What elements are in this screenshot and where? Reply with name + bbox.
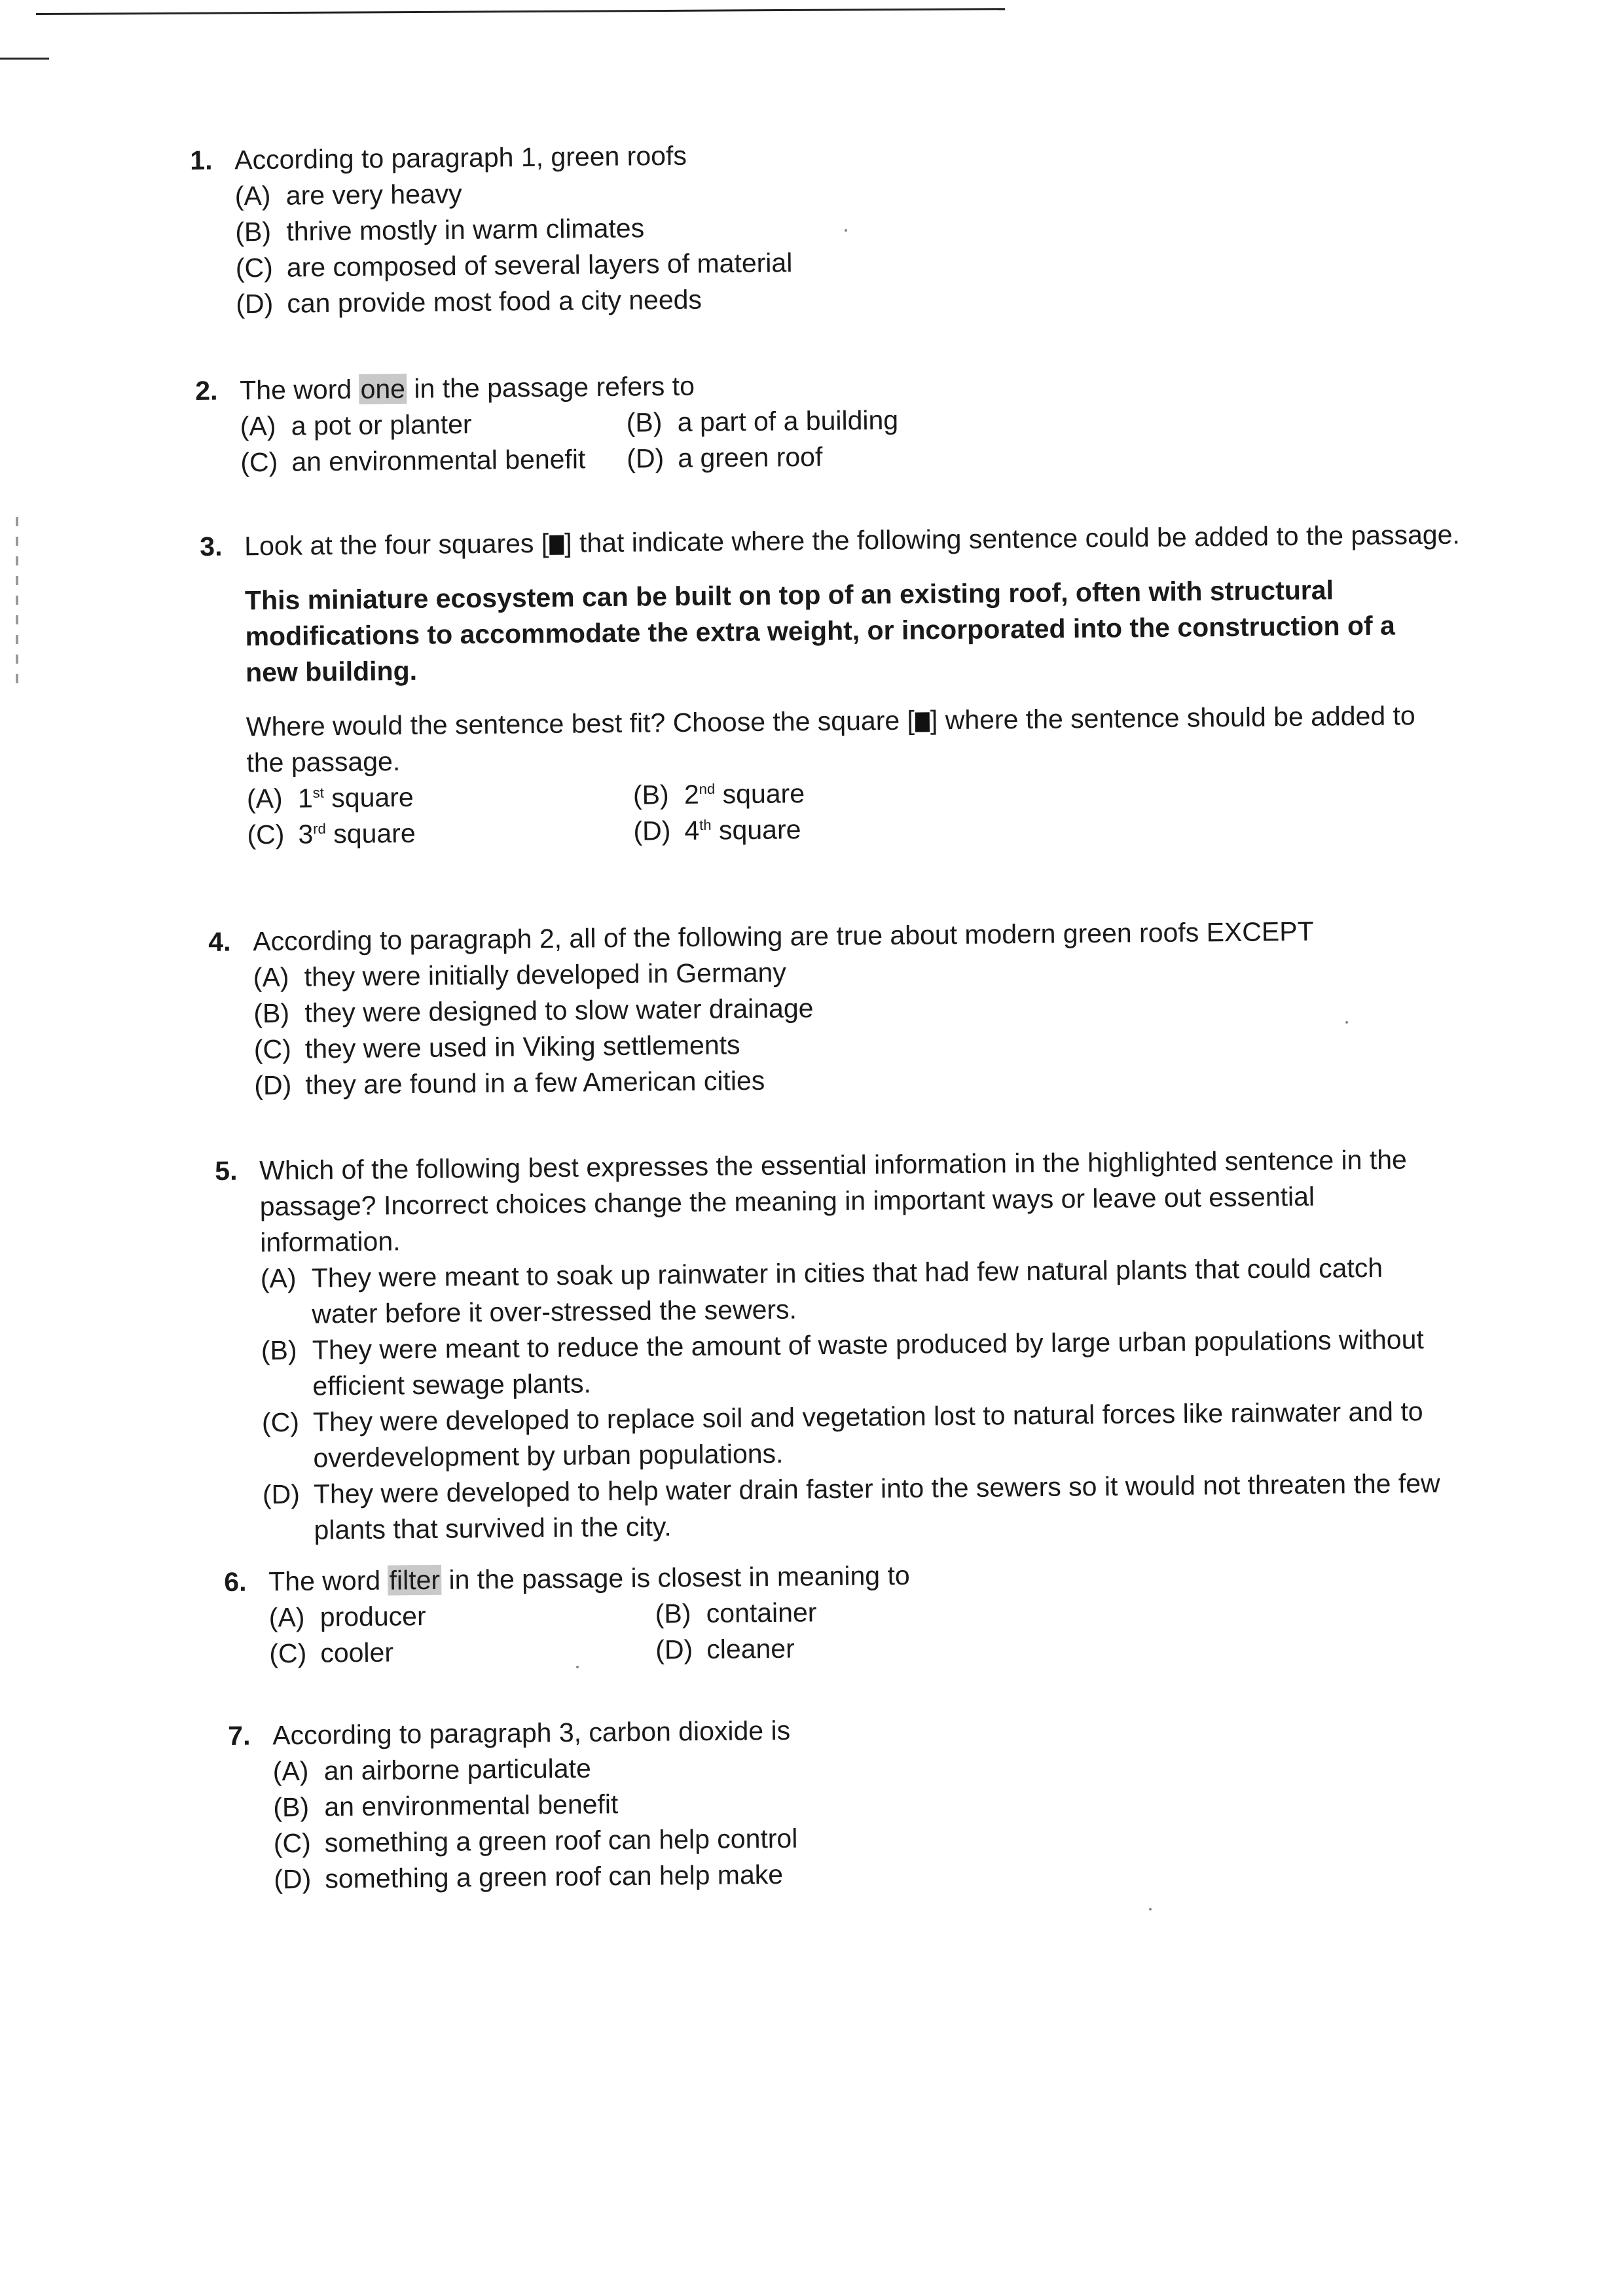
option-text: square <box>718 814 801 846</box>
option-text: They were developed to replace soil and vegetation lost to natural forces like rainwater and to overdevelopment by urban populations. <box>312 1396 1423 1473</box>
option-text: cooler <box>320 1637 394 1668</box>
option-text: thrive mostly in warm climates <box>286 213 645 247</box>
scan-speck <box>1149 1908 1152 1910</box>
option-text: an environmental benefit <box>324 1789 619 1822</box>
question-text: The word <box>240 374 352 406</box>
option-letter: (D) <box>655 1634 693 1665</box>
option-text: they were initially developed in Germany <box>304 957 787 992</box>
prompt-text: ] where the sentence should be added to the passage. <box>246 700 1415 778</box>
option-letter: (C) <box>253 1033 291 1065</box>
option-text: They were meant to reduce the amount of waste produced by large urban populations without efficient sewage plants. <box>312 1324 1425 1401</box>
option-text: a pot or planter <box>291 408 472 441</box>
question-2 <box>195 367 899 481</box>
option-text: are very heavy <box>285 179 462 211</box>
ordinal-suffix: st <box>312 784 324 801</box>
option-text: square <box>331 781 414 814</box>
option-text: something a green roof can help make <box>325 1859 784 1894</box>
option-letter: (D) <box>633 816 671 846</box>
option-text: producer <box>319 1601 426 1632</box>
answer-options <box>261 1249 1448 1549</box>
question-text: Which of the following best expresses the essential information in the highlighted sentence in the passage? Incorrect choices change the meaning in important ways or leave out essential information. <box>259 1144 1408 1258</box>
option-text: they are found in a few American cities <box>305 1065 765 1100</box>
option-text: a part of a building <box>677 404 899 437</box>
scan-binding-marks <box>16 517 18 687</box>
question-number: 4. <box>208 926 231 957</box>
answer-options <box>253 950 1315 1104</box>
answer-option-d[interactable] <box>627 439 899 477</box>
prompt-text: Where would the sentence best fit? Choose the square [ <box>246 705 915 742</box>
answer-options <box>235 173 793 322</box>
answer-option-d[interactable] <box>655 1630 911 1668</box>
question-text: According to paragraph 3, carbon dioxide is <box>272 1715 791 1751</box>
answer-option-c[interactable] <box>247 814 634 853</box>
option-text: something a green roof can help control <box>324 1823 798 1858</box>
option-text: square <box>333 817 416 850</box>
answer-option-d[interactable] <box>263 1465 1448 1549</box>
insert-sentence: This miniature ecosystem can be built on top of an existing roof, often with structural modifications to accommodate the extra weight, or incorporated into the construction of a new building. <box>244 575 1396 688</box>
question-text: According to paragraph 1, green roofs <box>234 140 687 175</box>
option-letter: (D) <box>254 1069 292 1101</box>
option-letter: (A) <box>272 1755 309 1787</box>
option-letter: (A) <box>268 1602 305 1633</box>
question-text: in the passage is closest in meaning to <box>448 1560 910 1595</box>
option-text: they were designed to slow water drainage <box>304 993 814 1028</box>
scan-speck <box>1345 1021 1348 1024</box>
answer-option-a[interactable] <box>261 1249 1446 1333</box>
question-number: 6. <box>224 1566 247 1597</box>
question-text: Look at the four squares [ <box>244 528 549 562</box>
option-text: container <box>706 1597 817 1628</box>
answer-option-d[interactable] <box>633 806 1463 850</box>
option-letter: (C) <box>269 1638 307 1669</box>
question-7 <box>228 1713 798 1898</box>
answer-option-a[interactable] <box>240 405 627 445</box>
option-letter: (A) <box>253 961 289 993</box>
option-text: square <box>722 778 805 810</box>
option-letter: (D) <box>262 1479 301 1510</box>
question-stem <box>200 517 1460 565</box>
scan-speck <box>845 229 847 232</box>
answer-options <box>273 1749 799 1898</box>
answer-option-d[interactable] <box>274 1857 798 1898</box>
question-stem <box>190 137 792 179</box>
question-text: in the passage refers to <box>414 370 695 404</box>
answer-option-a[interactable] <box>269 1596 656 1636</box>
question-4 <box>208 914 1315 1104</box>
option-letter: (C) <box>240 446 278 478</box>
ordinal-suffix: rd <box>313 820 326 837</box>
option-letter: (B) <box>273 1791 310 1823</box>
answer-option-c[interactable] <box>269 1632 656 1672</box>
ordinal-suffix: nd <box>699 780 716 798</box>
option-text: are composed of several layers of material <box>286 247 793 283</box>
option-letter: (C) <box>247 819 285 850</box>
option-text: a green roof <box>678 441 823 473</box>
question-number: 2. <box>195 375 218 406</box>
question-prompt <box>246 698 1425 781</box>
question-stem <box>215 1141 1446 1261</box>
black-square-icon <box>549 535 564 555</box>
question-number: 3. <box>200 531 223 562</box>
option-letter: (A) <box>234 180 271 211</box>
option-text: can provide most food a city needs <box>287 284 702 319</box>
option-ordinal: 1 <box>297 783 313 814</box>
answer-options <box>269 1594 911 1672</box>
answer-options <box>247 770 1463 853</box>
question-number: 7. <box>228 1720 251 1751</box>
option-letter: (A) <box>260 1263 297 1294</box>
question-3 <box>200 517 1463 853</box>
option-letter: (A) <box>246 783 283 814</box>
answer-option-b[interactable] <box>235 209 792 250</box>
option-letter: (B) <box>632 780 669 810</box>
option-letter: (D) <box>274 1863 312 1895</box>
answer-options <box>240 403 899 481</box>
answer-option-d[interactable] <box>236 281 793 322</box>
question-text: The word <box>268 1565 381 1597</box>
option-text: cleaner <box>706 1633 795 1664</box>
question-stem <box>195 367 898 409</box>
option-ordinal: 3 <box>298 819 314 850</box>
option-letter: (A) <box>240 410 276 442</box>
option-text: They were meant to soak up rainwater in cities that had few natural plants that could catch water before it over-stressed the sewers. <box>311 1252 1383 1329</box>
answer-option-c[interactable] <box>274 1821 798 1862</box>
option-text: they were used in Viking settlements <box>304 1030 740 1064</box>
highlighted-word: filter <box>389 1564 441 1596</box>
answer-option-a[interactable] <box>247 778 634 817</box>
option-letter: (B) <box>626 407 663 438</box>
option-letter: (C) <box>235 252 273 283</box>
question-6 <box>224 1558 911 1672</box>
option-letter: (B) <box>253 997 290 1029</box>
option-text: an environmental benefit <box>291 444 586 477</box>
question-1 <box>190 137 793 323</box>
highlighted-word: one <box>360 373 406 404</box>
question-stem <box>228 1713 797 1754</box>
question-5 <box>215 1141 1450 1549</box>
answer-option-c[interactable] <box>236 245 793 286</box>
option-letter: (D) <box>236 288 274 319</box>
answer-option-a[interactable] <box>235 173 792 214</box>
answer-option-a[interactable] <box>273 1749 797 1790</box>
ordinal-suffix: th <box>699 816 712 834</box>
option-letter: (B) <box>235 216 272 247</box>
option-letter: (C) <box>261 1407 300 1438</box>
option-text: an airborne particulate <box>323 1753 591 1786</box>
option-ordinal: 4 <box>684 815 700 846</box>
question-number: 5. <box>215 1155 238 1186</box>
answer-option-b[interactable] <box>273 1785 797 1826</box>
black-square-icon <box>915 712 930 732</box>
option-ordinal: 2 <box>684 779 699 810</box>
answer-option-b[interactable] <box>626 403 898 441</box>
question-text: ] that indicate where the following sentence could be added to the passage. <box>564 519 1460 558</box>
option-letter: (B) <box>655 1598 691 1629</box>
question-stem <box>224 1558 910 1600</box>
option-letter: (D) <box>627 443 665 474</box>
answer-option-b[interactable] <box>261 1321 1447 1405</box>
question-text: According to paragraph 2, all of the following are true about modern green roofs EXCEPT <box>253 916 1314 957</box>
option-text: They were developed to help water drain faster into the sewers so it would not threaten the few plants that survived in the city. <box>313 1468 1440 1545</box>
scan-edge-mark <box>0 58 49 60</box>
option-letter: (B) <box>261 1335 297 1366</box>
option-letter: (C) <box>273 1827 311 1859</box>
answer-option-c[interactable] <box>240 441 627 481</box>
scan-edge-line <box>36 8 1005 15</box>
question-number: 1. <box>190 145 213 175</box>
answer-option-c[interactable] <box>262 1393 1448 1477</box>
answer-option-b[interactable] <box>655 1594 910 1632</box>
